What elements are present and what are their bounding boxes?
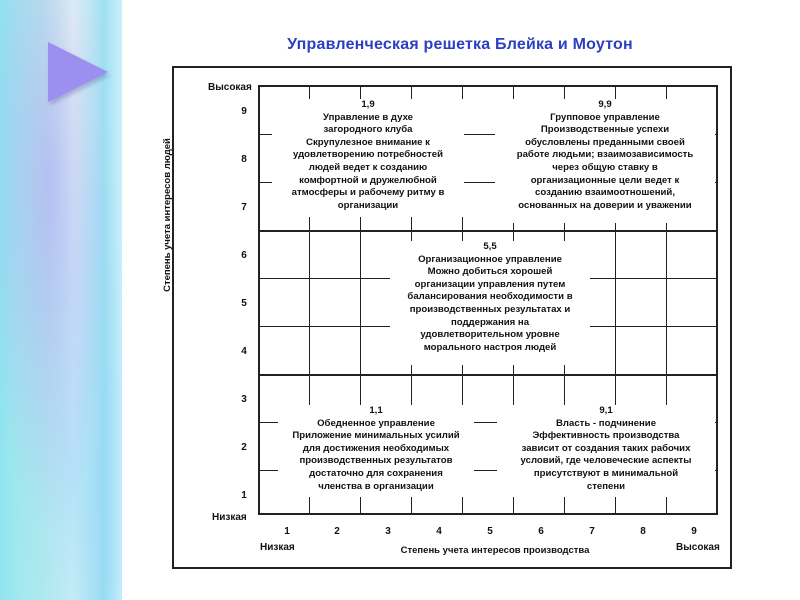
style-desc-line: обусловлены преданными своей [525,136,685,148]
style-desc-line: работе людьми; взаимозависимость [516,149,694,161]
y-tick: 1 [241,490,247,501]
style-code: 9,1 [599,405,613,416]
x-tick: 1 [284,526,290,537]
page-title: Управленческая решетка Блейка и Моутон [287,36,633,53]
x-tick: 7 [589,526,595,537]
style-desc-line: атмосферы и рабочему ритму в [291,187,445,199]
style-name: Управление в духе [322,111,414,123]
x-tick: 2 [334,526,340,537]
style-desc-line: достаточно для сохранения [309,467,443,479]
style-desc-line: удовлетворительном уровне [420,329,560,341]
style-desc-line: присутствуют в минимальной [533,467,679,479]
style-1-1-box [278,405,474,497]
x-tick: 9 [691,526,697,537]
style-9-1-box [497,405,715,497]
style-desc-line: Можно добиться хорошей [427,266,553,278]
style-9-9-box [495,99,715,223]
style-desc-line: балансирования необходимости в [407,291,573,303]
y-tick: 6 [241,250,247,261]
style-desc-line: условий, где человеческие аспекты [520,455,692,467]
style-code: 5,5 [483,241,497,252]
y-tick: 7 [241,202,247,213]
style-desc-line: Скрупулезное внимание к [306,136,430,148]
style-desc-line: организации управления путем [414,278,566,290]
style-desc-line: Приложение минимальных усилий [292,430,460,442]
style-desc-line: удовлетворению потребностей [293,149,443,161]
y-tick: 8 [241,154,247,165]
style-1-9-box [272,99,464,217]
x-tick: 8 [640,526,646,537]
style-name: Власть - подчинение [555,417,657,429]
style-desc-line: созданию взаимоотношений, [535,187,675,199]
style-desc-line: организационные цели ведет к [530,174,680,186]
y-tick: 9 [241,106,247,117]
style-desc-line: степени [586,480,626,492]
style-desc-line: Эффективность производства [532,430,680,442]
x-tick: 3 [385,526,391,537]
style-desc-line: поддержания на [450,316,530,328]
play-triangle-icon [48,42,108,102]
y-axis-high-label: Высокая [208,82,252,93]
style-desc-line: зависит от создания таких рабочих [521,442,691,454]
style-desc-line: производственных результатов [299,455,453,467]
style-name: Обедненное управление [317,417,435,429]
style-desc-line: членства в организации [318,480,434,492]
style-desc-line: основанных на доверии и уважении [518,199,692,211]
style-5-5-box [390,241,590,365]
style-desc-line: организации [337,199,399,211]
style-code: 1,1 [369,405,383,416]
style-desc-line: людей ведет к созданию [308,161,428,173]
x-axis-label: Степень учета интересов производства [400,545,590,556]
x-tick: 6 [538,526,544,537]
y-tick: 4 [241,346,247,357]
x-tick: 4 [436,526,442,537]
style-desc-line: Производственные успехи [540,124,670,136]
y-tick: 3 [241,394,247,405]
y-tick: 5 [241,298,247,309]
style-name: Организационное управление [418,253,562,265]
style-desc-line: морального настроя людей [423,341,557,353]
y-axis-label: Степень учета интересов людей [162,138,173,292]
style-desc-line: производственных результатах и [409,303,571,315]
style-name: загородного клуба [323,124,413,136]
style-code: 1,9 [361,99,375,110]
x-axis-high-label: Высокая [676,542,720,553]
y-tick: 2 [241,442,247,453]
x-tick: 5 [487,526,493,537]
style-code: 9,9 [598,99,612,110]
style-desc-line: для достижения необходимых [302,442,450,454]
x-axis-low-label: Низкая [260,542,295,553]
style-desc-line: через общую ставку в [552,161,658,173]
style-name: Групповое управление [550,111,660,123]
style-desc-line: комфортной и дружелюбной [299,174,437,186]
y-axis-low-label: Низкая [212,512,247,523]
